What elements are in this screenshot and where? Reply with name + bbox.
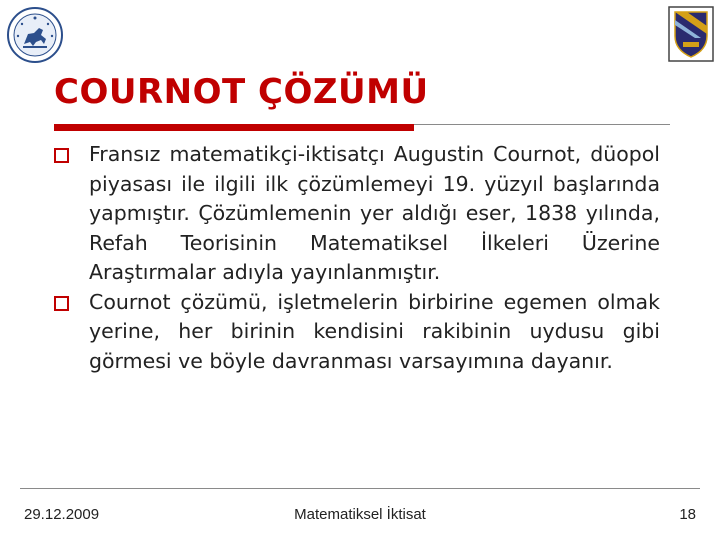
bullet-text: Cournot çözümü, işletmelerin birbirine egemen olmak yerine, her birinin kendisini rakibinin uydusu gibi görmesi ve böyle davranması varsayımına dayanır. <box>89 289 660 373</box>
faculty-shield-icon <box>668 6 714 62</box>
bullet-item <box>54 288 660 377</box>
footer-divider-line <box>20 488 700 489</box>
university-seal-icon <box>6 6 64 64</box>
bullet-text: Fransız matematikçi-iktisatçı Augustin Cournot, düopol piyasası ile ilgili ilk çözümlemeyi 19. yüzyıl başlarında yapmıştır. Çözümlemenin yer aldığı eser, 1838 yılında, Refah Teorisinin Matematiksel İlkeleri Üzerine Araştırmalar adıyla yayınlanmıştır. <box>89 142 660 284</box>
footer-course-title: Matematiksel İktisat <box>294 506 426 523</box>
page-number: 18 <box>679 506 696 523</box>
title-accent-bar <box>54 124 414 131</box>
square-bullet-icon <box>54 148 69 163</box>
bullet-list <box>54 140 660 376</box>
slide-title: COURNOT ÇÖZÜMÜ <box>54 72 429 112</box>
bullet-item <box>54 140 660 288</box>
footer-date: 29.12.2009 <box>24 506 100 523</box>
square-bullet-icon <box>54 296 69 311</box>
